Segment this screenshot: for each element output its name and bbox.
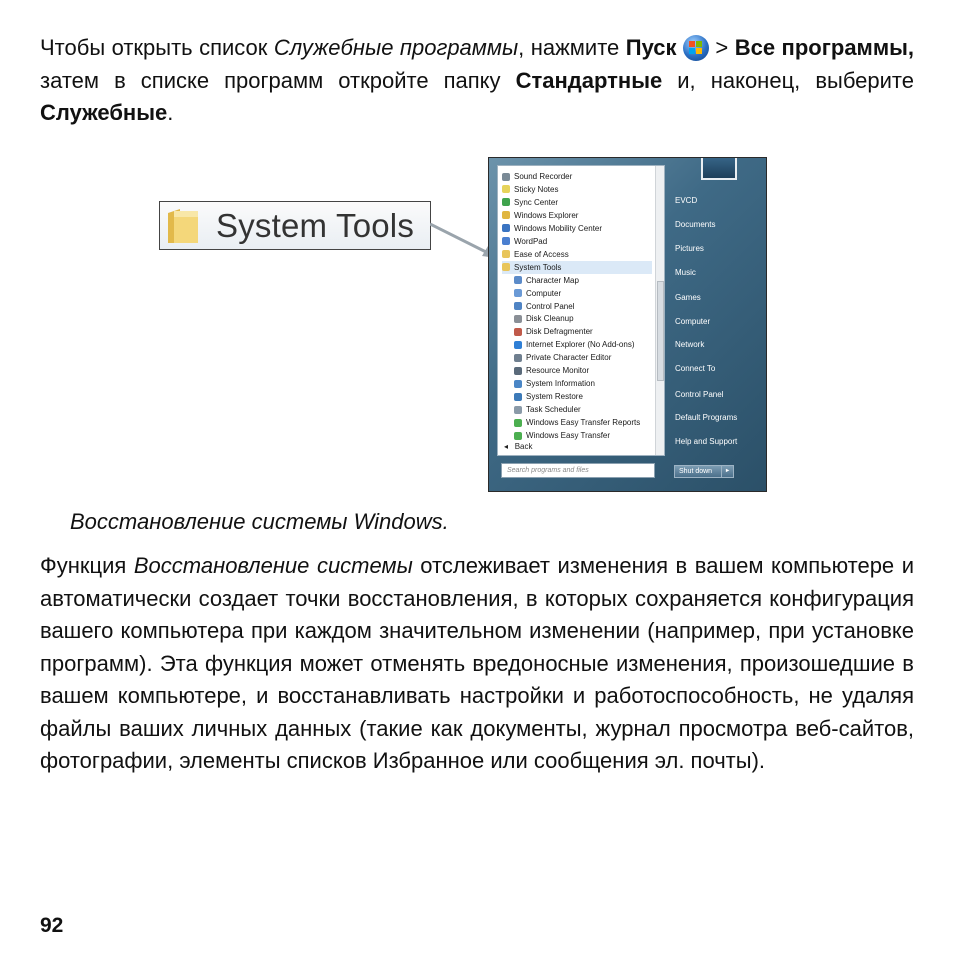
program-item[interactable] bbox=[514, 325, 593, 338]
program-item[interactable] bbox=[502, 222, 602, 235]
start-menu-link[interactable]: Control Panel bbox=[675, 390, 724, 399]
start-menu-link[interactable]: Network bbox=[675, 340, 705, 349]
program-icon bbox=[502, 250, 510, 258]
all-programs-term: Все программы, bbox=[734, 35, 914, 60]
start-menu-link[interactable]: Default Programs bbox=[675, 413, 738, 422]
program-item[interactable] bbox=[502, 209, 578, 222]
program-label: Task Scheduler bbox=[526, 405, 581, 415]
program-icon bbox=[502, 263, 510, 271]
intro-text: затем в списке программ откройте папку bbox=[40, 67, 516, 93]
back-button[interactable] bbox=[504, 442, 532, 451]
program-icon bbox=[502, 237, 510, 245]
program-item[interactable] bbox=[514, 364, 589, 377]
program-item[interactable] bbox=[502, 261, 652, 274]
program-item[interactable] bbox=[514, 338, 635, 351]
program-icon bbox=[502, 185, 510, 193]
program-item[interactable] bbox=[502, 235, 547, 248]
start-menu-link[interactable]: Computer bbox=[675, 317, 711, 326]
program-label: Private Character Editor bbox=[526, 353, 612, 363]
program-label: Windows Easy Transfer Reports bbox=[526, 418, 641, 428]
program-label: System Restore bbox=[526, 392, 583, 402]
scrollbar-thumb[interactable] bbox=[657, 281, 664, 381]
shutdown-label: Shut down bbox=[679, 468, 713, 475]
start-menu-link[interactable]: Documents bbox=[675, 220, 716, 229]
program-item[interactable] bbox=[514, 377, 595, 390]
folder-icon bbox=[166, 207, 200, 245]
program-icon bbox=[514, 354, 522, 362]
figure-caption: Восстановление системы Windows. bbox=[70, 509, 449, 534]
start-menu-link[interactable]: Music bbox=[675, 268, 696, 277]
program-label: Sync Center bbox=[514, 197, 559, 207]
intro-text: > bbox=[708, 35, 735, 60]
program-item[interactable] bbox=[502, 248, 569, 261]
system-tools-term: Служебные bbox=[40, 100, 168, 125]
program-label: Disk Defragmenter bbox=[526, 327, 593, 337]
body-text: отслеживает изменения в вашем компьютере и автоматически создает точки восстановления, в которых сохраняется конфигурация вашего компьютера при каждом значительном изменении (например, при установке программ). Эта функция может отменять вредоносные изменения, произошедшие в вашем компьютере, и восстанавливать настройки и работоспособность, не удаляя файлы ваших личных данных (такие как документы, журнал просмотра веб-сайтов, фотографии, элементы списков Избранное или сообщения эл. почты). bbox=[40, 553, 914, 773]
program-icon bbox=[514, 406, 522, 414]
back-arrow-icon: ◂ bbox=[504, 442, 509, 451]
intro-text: и, наконец, выберите bbox=[662, 67, 914, 93]
intro-paragraph bbox=[40, 32, 914, 130]
program-label: Windows Explorer bbox=[514, 210, 579, 220]
program-icon bbox=[502, 173, 510, 181]
program-label: System Information bbox=[526, 379, 595, 389]
page-number: 92 bbox=[40, 914, 64, 937]
program-icon bbox=[514, 419, 522, 427]
program-item[interactable] bbox=[514, 416, 640, 429]
program-icon bbox=[514, 367, 522, 375]
program-item[interactable] bbox=[514, 403, 581, 416]
program-label: Internet Explorer (No Add-ons) bbox=[526, 340, 635, 350]
start-menu-link[interactable]: Pictures bbox=[675, 244, 704, 253]
program-item[interactable] bbox=[514, 274, 579, 287]
program-item[interactable] bbox=[502, 183, 558, 196]
intro-text: . bbox=[167, 100, 174, 125]
search-programs-input[interactable]: Search programs and files bbox=[501, 463, 655, 478]
program-item[interactable] bbox=[514, 312, 574, 325]
program-label: Sticky Notes bbox=[514, 184, 559, 194]
intro-italic-term: Служебные программы bbox=[273, 35, 519, 60]
program-icon bbox=[514, 341, 522, 349]
body-italic-term: Восстановление системы bbox=[133, 553, 413, 578]
program-label: Computer bbox=[526, 288, 562, 298]
program-icon bbox=[502, 198, 510, 206]
start-menu-link[interactable]: EVCD bbox=[675, 196, 698, 205]
back-label: Back bbox=[514, 442, 533, 451]
start-menu-link[interactable]: Games bbox=[675, 293, 701, 302]
program-icon bbox=[514, 393, 522, 401]
program-icon bbox=[514, 380, 522, 388]
program-item[interactable] bbox=[514, 287, 561, 300]
program-label: Character Map bbox=[526, 275, 579, 285]
program-label: Windows Easy Transfer bbox=[526, 431, 611, 440]
program-label: Control Panel bbox=[526, 301, 575, 311]
program-label: WordPad bbox=[514, 236, 548, 246]
start-menu-link[interactable]: Help and Support bbox=[675, 437, 738, 446]
intro-text: , нажмите bbox=[518, 35, 626, 60]
program-item[interactable] bbox=[514, 429, 610, 442]
system-restore-paragraph bbox=[40, 550, 914, 778]
program-label: Resource Monitor bbox=[526, 366, 590, 376]
program-icon bbox=[514, 328, 522, 336]
chevron-right-icon[interactable]: ▸ bbox=[721, 466, 733, 477]
start-term: Пуск bbox=[625, 35, 677, 60]
programs-pane bbox=[497, 165, 665, 456]
program-label: Disk Cleanup bbox=[526, 314, 574, 324]
program-item[interactable] bbox=[502, 196, 558, 209]
callout-label: System Tools bbox=[216, 206, 415, 244]
program-icon bbox=[514, 276, 522, 284]
body-text: Функция bbox=[40, 553, 134, 578]
shutdown-button[interactable] bbox=[674, 465, 734, 478]
start-menu-screenshot bbox=[488, 157, 767, 492]
program-label: Ease of Access bbox=[514, 249, 569, 259]
accessories-term: Стандартные bbox=[515, 67, 663, 93]
scrollbar[interactable] bbox=[655, 166, 664, 455]
program-label: System Tools bbox=[514, 262, 562, 272]
program-icon bbox=[514, 432, 522, 440]
program-label: Sound Recorder bbox=[514, 172, 573, 181]
program-icon bbox=[502, 211, 510, 219]
program-item[interactable] bbox=[514, 390, 583, 403]
program-icon bbox=[514, 315, 522, 323]
program-label: Windows Mobility Center bbox=[514, 223, 603, 233]
program-icon bbox=[502, 224, 510, 232]
program-item[interactable] bbox=[502, 170, 572, 183]
program-icon bbox=[514, 289, 522, 297]
start-menu-link[interactable]: Connect To bbox=[675, 364, 716, 373]
start-menu-right-pane bbox=[671, 158, 767, 491]
windows-logo-icon bbox=[683, 35, 709, 61]
program-icon bbox=[514, 302, 522, 310]
user-picture[interactable] bbox=[701, 157, 737, 180]
program-item[interactable] bbox=[514, 351, 611, 364]
system-tools-callout bbox=[159, 201, 431, 250]
program-item[interactable] bbox=[514, 300, 574, 313]
intro-text: Чтобы открыть список bbox=[40, 35, 274, 60]
